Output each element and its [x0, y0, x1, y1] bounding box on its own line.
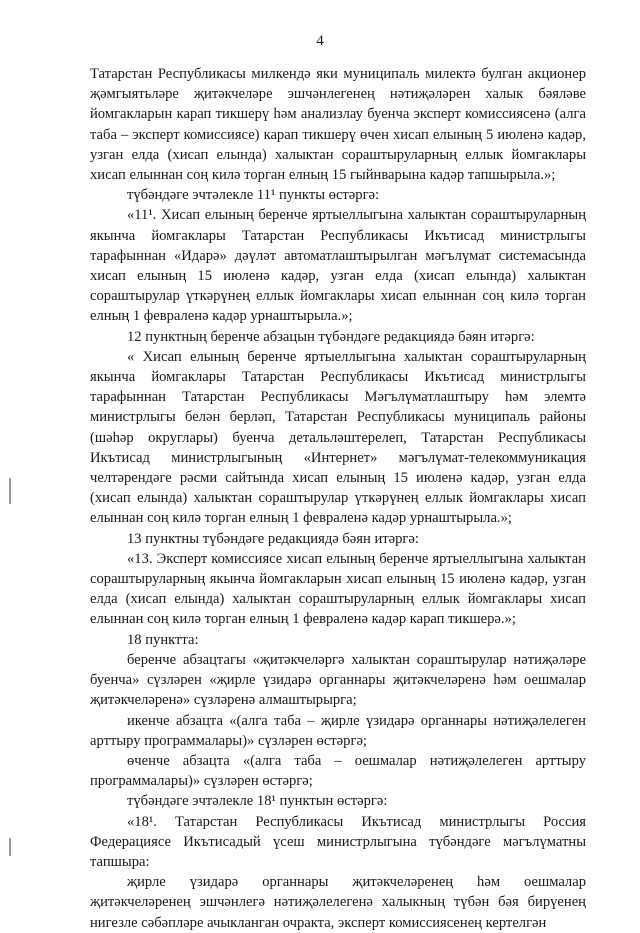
paragraph-18-1-text: «18¹. Татарстан Республикасы Икътисад министрлыгы Россия Федерациясе Икътисадый үсеш министрлыгына түбәндәге мәгълүматны тапшыра: [90, 813, 586, 870]
paragraph-18-third-abzac: өченче абзацта «(алга таба – оешмалар нәтиҗәлелеген арттыру программалары)» сүзләрен өстәргә; [90, 752, 586, 790]
page-number: 4 [316, 33, 324, 49]
paragraph-13-intro: 13 пунктны түбәндәге редакциядә бәян итәргә: [127, 530, 419, 547]
scan-artifact [9, 838, 11, 856]
paragraph-18-intro: 18 пунктта: [127, 631, 199, 648]
paragraph-18-1-continuation: җирле үзидарә органнары җитәкчеләренең һәм оешмалар җитәкчеләренең эшчәнлегә нәтиҗәлелегенә халыкның түбән бәя бирүенең нигезле сәбәпләре ачыкланган очракта, эксперт комиссиясенең кертелгән [90, 874, 586, 931]
document-body [90, 64, 586, 933]
paragraph-18-second-abzac: икенче абзацта «(алга таба – җирле үзидарә органнары нәтиҗәлелеген арттыру программалары)» сүзләрен өстәргә; [90, 712, 586, 749]
paragraph-add-18-1: түбәндәге эчтәлекле 18¹ пунктын өстәргә: [127, 793, 388, 810]
paragraph-13-text: «13. Эксперт комиссиясе хисап елының беренче яртыеллыгына халыктан сораштыруларның якынча йомгакларын хисап елының 15 июленә кадәр, узган елда (хисап елында) халыктан сораштыруларның еллык йомгаклары хисап елыннан соң килә торган елның 1 февраленә кадәр карап тикшерә.»; [90, 550, 586, 628]
paragraph-11-1-text: «11¹. Хисап елының беренче яртыеллыгына халыктан сораштыруларның якынча йомгаклары Татарстан Республикасы Икътисад министрлыгы тарафыннан «Идарә» дәүләт автоматлаштырылган мәгълүмат системасында хисап елының 15 июленә кадәр, узган елда (хисап елында) халыктан сораштырулар үткәрүнең еллык йомгаклары хисап елыннан соң килә торган елның 1 февраленә кадәр урнаштырыла.»; [90, 207, 586, 325]
paragraph-continuation: Татарстан Республикасы милкендә яки муниципаль милектә булган акционер җәмгыятьләре җитәкчеләре эшчәнлегенең нәтиҗәләрен халык бәяләве йомгакларын карап тикшерү һәм анализлау буенча эксперт комиссиясенә (алга таба – эксперт комиссиясе) карап тикшерү өчен хисап елының 5 июленә кадәр, узган елда (хисап елында) халыктан сораштыруларның еллык йомгаклары хисап елыннан соң килә торган елның 15 гыйнварына кадәр тапшырыла.»; [90, 66, 586, 184]
paragraph-18-first-abzac: беренче абзацтагы «җитәкчеләргә халыктан сораштырулар нәтиҗәләре буенча» сүзләрен «җирле үзидарә органнары җитәкчеләренә һәм оешмалар җитәкчеләренә» сүзләренә алмаштырырга; [90, 651, 586, 709]
paragraph-add-11-1: түбәндәге эчтәлекле 11¹ пункты өстәргә: [127, 187, 380, 204]
paragraph-12-intro: 12 пунктның беренче абзацын түбәндәге редакциядә бәян итәргә: [127, 328, 535, 345]
paragraph-12-text: « Хисап елының беренче яртыеллыгына халыктан сораштыруларның якынча йомгаклары Татарстан Республикасы Икътисад министрлыгы тарафыннан Татарстан Республикасы Мәгълүматлаштыру һәм элемтә министрлыгы белән берләп, Татарстан Республикасы муниципаль районы (шәһәр округлары) буенча детальләштерелеп, Татарстан Республикасы Икътисад министрлыгының «Интернет» мәгълүмат-телекоммуникация челтәрендәге рәсми сайтында хисап елының 15 июленә кадәр, узган елда (хисап елында) халыктан сораштырулар үткәрүнең еллык йомгаклары хисап елыннан соң килә торган елның 1 февраленә кадәр урнаштырыла.»; [90, 348, 586, 527]
scan-artifact [9, 478, 11, 504]
